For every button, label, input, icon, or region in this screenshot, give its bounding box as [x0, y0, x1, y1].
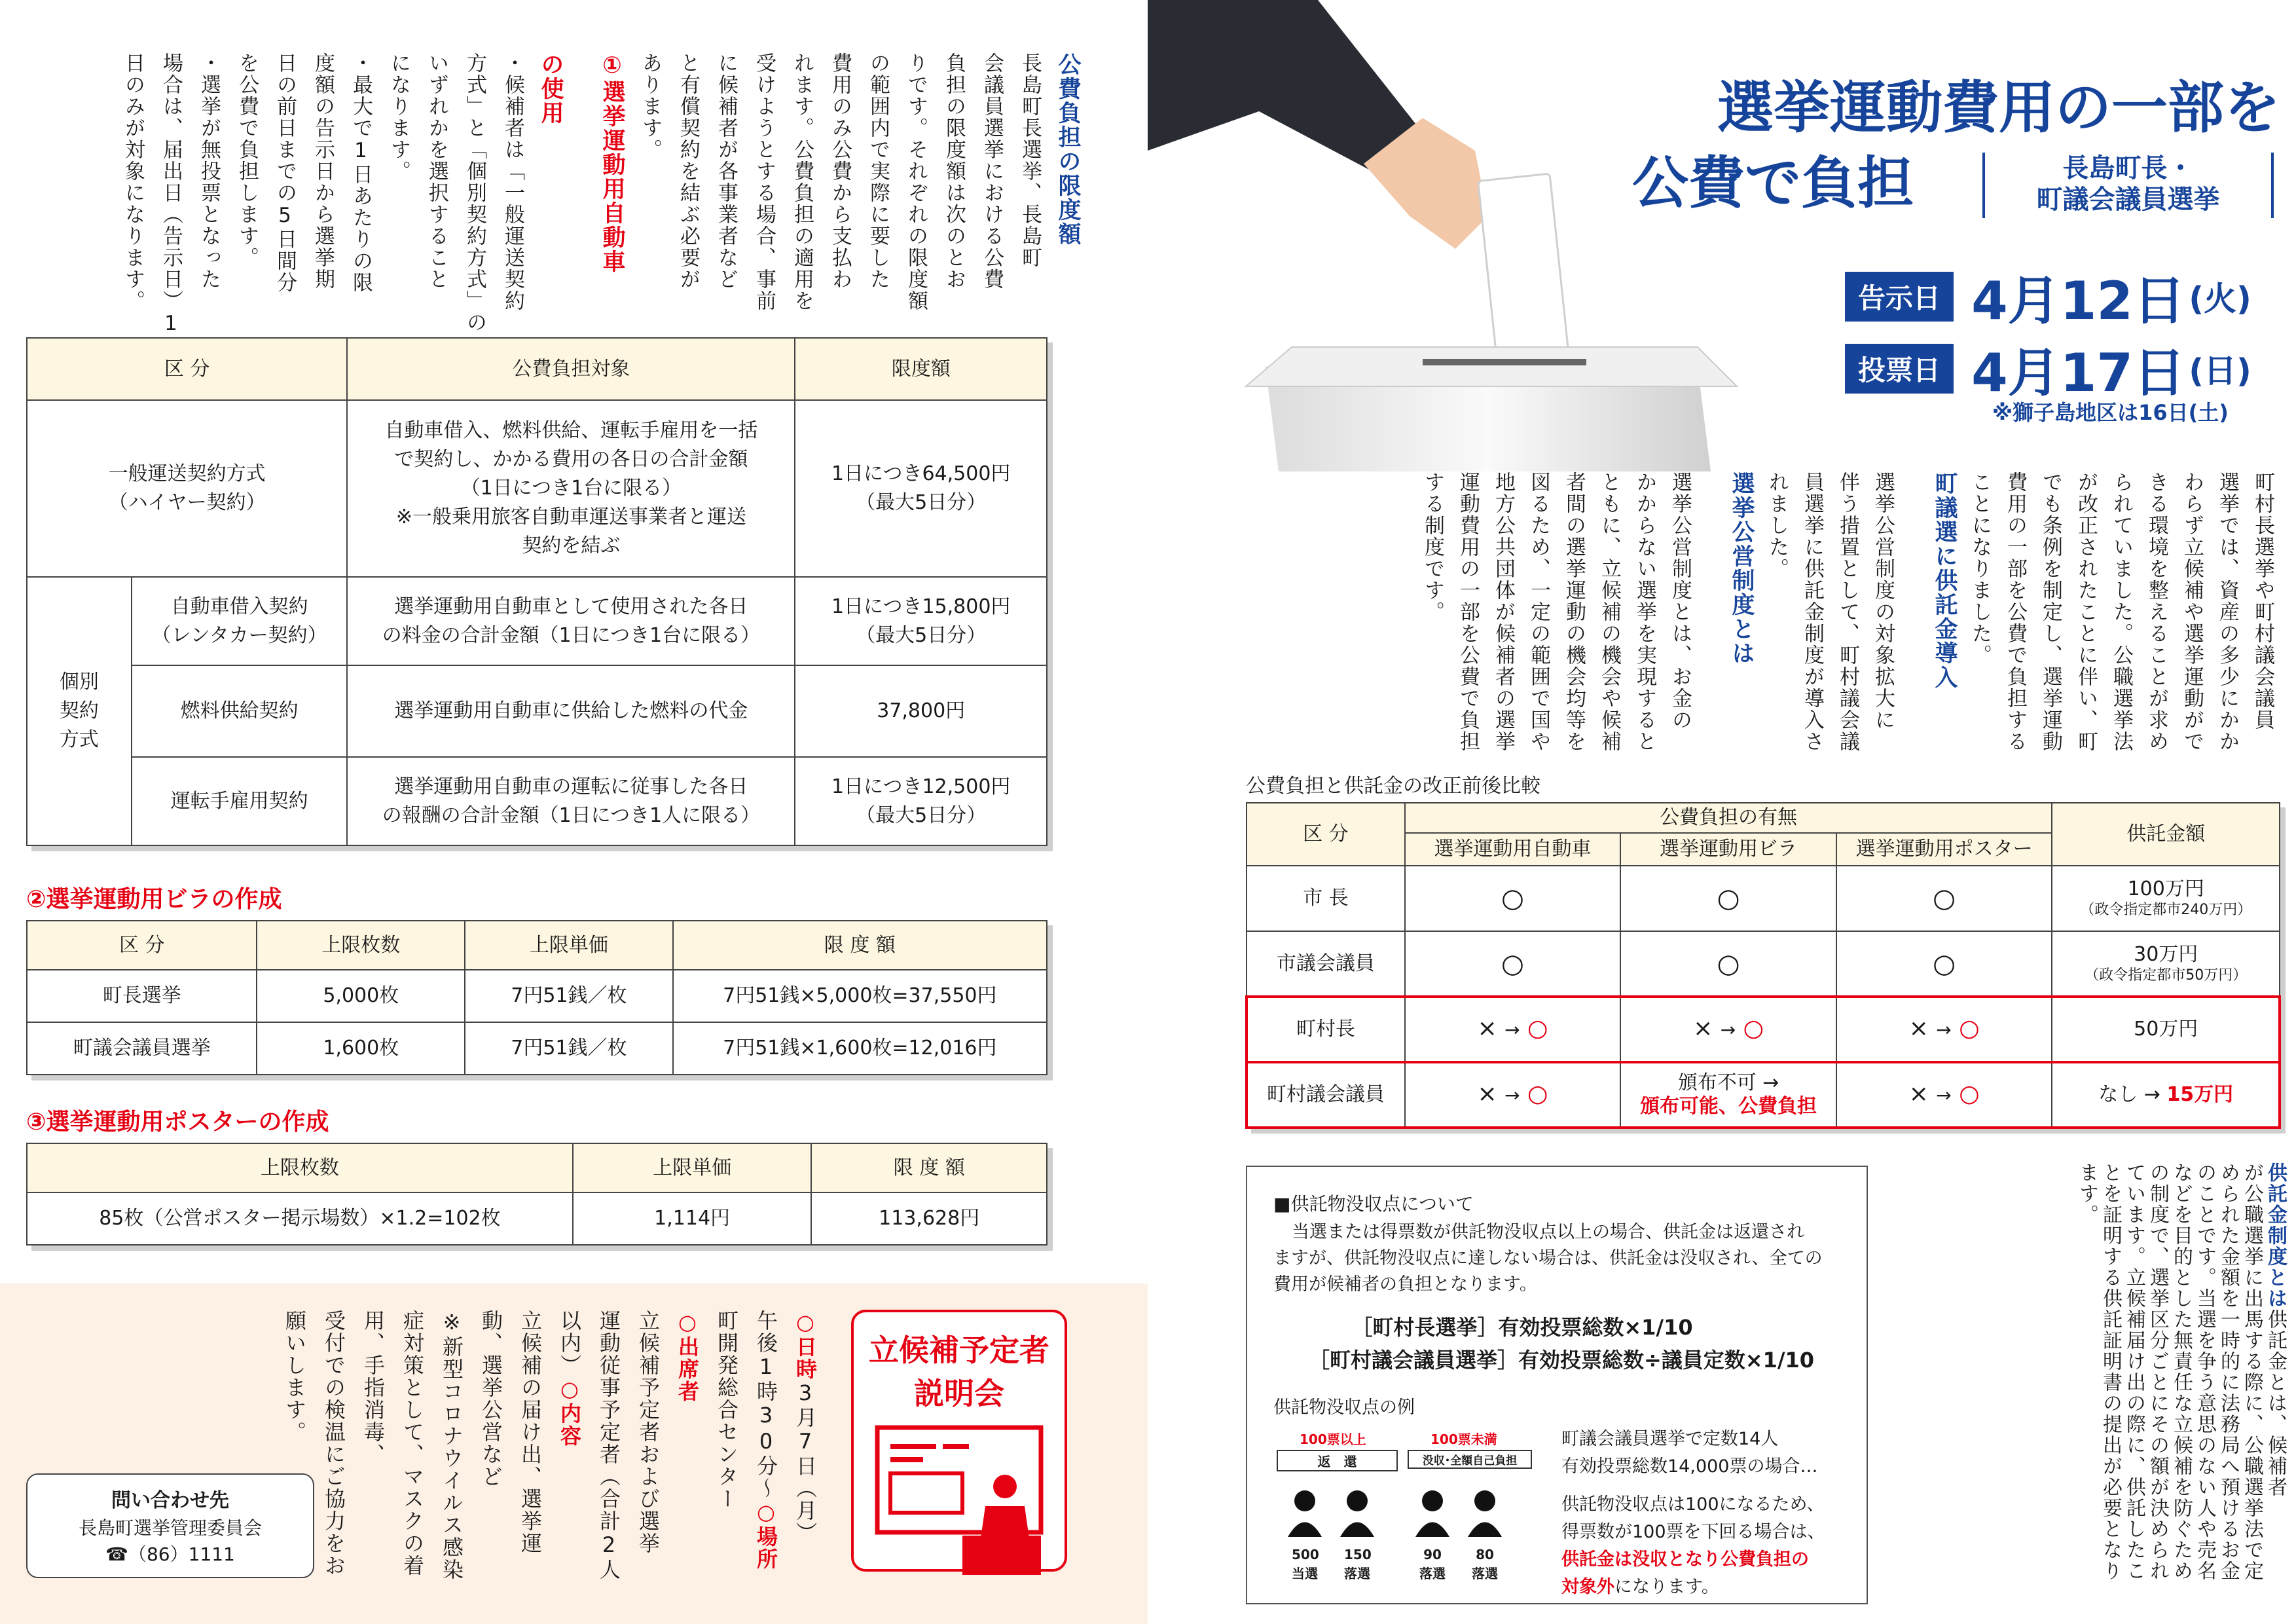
- confiscation-box: [1246, 1166, 1868, 1604]
- example-title: 供託物没収点の例: [1273, 1397, 1415, 1418]
- vertical-text-column: ことになりました。: [1968, 471, 1992, 666]
- box-formulas: ［町村長選挙］有効投票総数×1/10 ［町村議会議員選挙］有効投票総数÷議員定数×1/10: [1308, 1315, 1815, 1373]
- vertical-text-column: の範囲内で実際に要した: [866, 52, 890, 290]
- vertical-text-column: ・候補者は「一般運送契約: [501, 52, 524, 312]
- vertical-text-column: 立候補の届け出、選挙運: [518, 1310, 543, 1555]
- cell: 1,114円: [573, 1192, 812, 1245]
- table-row: [27, 577, 1047, 665]
- briefing-box: [0, 1283, 1148, 1624]
- presenter-icon: [864, 1421, 1054, 1578]
- vertical-text-column: 図るため、一定の範囲で国や: [1527, 471, 1550, 752]
- vertical-text-column: 日の前日までの5日間分: [273, 52, 297, 293]
- cell-change: × → ○: [1405, 997, 1621, 1062]
- cell: 113,628円: [811, 1192, 1047, 1245]
- vertical-text-column: する制度です。: [1421, 471, 1444, 623]
- vertical-text-column: ※新型コロナ: [439, 1310, 464, 1447]
- cell-name: 町村長: [1247, 997, 1405, 1062]
- cell: 7円51銭／枚: [465, 970, 673, 1022]
- vertical-text-column: 者間の選挙運動の機会均等を: [1562, 471, 1586, 752]
- cell-desc: 選挙運動用自動車の運転に従事した各日 の報酬の合計金額（1日につき1人に限る）: [347, 757, 795, 845]
- th: 上限単価: [573, 1143, 812, 1192]
- vertical-text-column: 町開発総合センター: [714, 1310, 739, 1510]
- vertical-text-column: 選挙公営制度とは: [1728, 471, 1755, 665]
- vertical-text-column: られていました。公職選挙法: [2109, 471, 2133, 752]
- compare-title: 公費負担と供託金の改正前後比較: [1246, 775, 1540, 798]
- cell-name: 町村議会議員: [1247, 1062, 1405, 1128]
- cell: 7円51銭×5,000枚=37,550円: [673, 970, 1047, 1022]
- vertical-text-column: ①選挙運動用自動車: [599, 52, 625, 274]
- th-sub: 選挙運動用ポスター: [1836, 833, 2052, 866]
- vertical-text-column: とを証明する供託証明: [2099, 1162, 2122, 1372]
- th-category: 区 分: [1247, 803, 1405, 866]
- table-row: [27, 400, 1047, 577]
- vertical-text-column: でも条例を制定し、選挙運動: [2039, 471, 2062, 752]
- badge-line1: 立候補予定者: [869, 1333, 1049, 1368]
- table-row: [27, 1022, 1047, 1075]
- bira-table: [26, 920, 1048, 1075]
- cell-mark: ○: [1405, 866, 1621, 931]
- vertical-text-column: 症対策とし: [400, 1310, 425, 1421]
- vertical-text-column: 員選挙に供託金制度が導入さ: [1800, 471, 1824, 752]
- cell-mark: ○: [1405, 931, 1621, 997]
- vertical-text-column: 供託金制度とは: [2264, 1162, 2287, 1309]
- left-vertical-columns: [114, 52, 1087, 337]
- headline-bracket: [1982, 153, 2274, 218]
- vertical-text-column: れました。: [1765, 471, 1789, 580]
- contact-phone: ☎（86）1111: [105, 1543, 235, 1565]
- vertical-text-column: が改正されたことに伴い、町: [2074, 471, 2098, 752]
- right-vertical-columns: [1220, 471, 2280, 760]
- vehicle-cost-table: [26, 337, 1048, 846]
- badge-line2: 説明会: [914, 1376, 1004, 1411]
- vertical-text-column: の制度で、選挙区分ご: [2146, 1162, 2169, 1372]
- example-text: 町議会議員選挙で定数14人 有効投票総数14,000票の場合… 供託物没収点は100になるため、 得票数が100票を下回る場合は、 供託金は没収となり公費負担の 対象外になります。: [1561, 1429, 1825, 1597]
- th: 上限単価: [465, 921, 673, 970]
- tohyo-row: [1845, 331, 2251, 403]
- cell: 7円51銭／枚: [465, 1022, 673, 1075]
- th-deposit: 供託金額: [2052, 803, 2280, 866]
- vertical-text-column: に法務局へ預けるお金: [2217, 1372, 2240, 1581]
- poster-table: [26, 1143, 1048, 1246]
- vertical-text-column: に候補者が各事業者など: [714, 52, 738, 290]
- th-limit: 限度額: [795, 338, 1047, 400]
- contact-title: 問い合わせ先: [111, 1489, 229, 1512]
- vertical-text-column: 出の際に、供託したこ: [2123, 1372, 2145, 1581]
- vertical-text-column: 負担の限度額は次のとお: [942, 52, 966, 290]
- vertical-text-column: が公職選挙に出馬する: [2240, 1162, 2263, 1372]
- kokuji-label: 告示日: [1845, 272, 1954, 322]
- box-title: ■供託物没収点について: [1273, 1193, 1474, 1215]
- cell-mark: ○: [1620, 866, 1836, 931]
- headline-sub1: 長島町長・: [2062, 153, 2194, 183]
- vertical-text-column: 伴う措置として、町村議会議: [1836, 471, 1859, 752]
- tohyo-dow: (日): [2189, 352, 2251, 390]
- vertical-text-column: になります。: [387, 52, 410, 182]
- cell: 町議会議員選挙: [27, 1022, 257, 1075]
- th: 区 分: [27, 921, 257, 970]
- vertical-text-column: て、マスクの着: [400, 1421, 425, 1577]
- vertical-text-column: 日のみが対象になります。: [121, 52, 145, 312]
- vertical-text-column: ています。立候補届け: [2123, 1162, 2145, 1372]
- cell-mark: ○: [1620, 931, 1836, 997]
- table-row: [1247, 931, 2280, 997]
- vertical-text-column: 書の提出が必要となり: [2099, 1372, 2122, 1581]
- left-vertical-text: [0, 52, 1087, 337]
- th-sub: 選挙運動用自動車: [1405, 833, 1621, 866]
- table-row: [27, 757, 1047, 845]
- cell-category: 燃料供給契約: [132, 665, 348, 757]
- vertical-text-column: 3月7日（月）: [793, 1380, 818, 1544]
- vertical-text-column: わらず立候補や選挙運動がで: [2180, 471, 2204, 752]
- cell-limit: 1日につき15,800円 （最大5日分）: [795, 577, 1047, 665]
- right-page: [1148, 0, 2296, 1624]
- tohyo-label: 投票日: [1845, 344, 1954, 394]
- cell-group: 個別 契約 方式: [27, 577, 132, 845]
- kokuji-date: 4月12日: [1971, 270, 2186, 331]
- deposit-columns: [1881, 1162, 2287, 1595]
- cell: 町長選挙: [27, 970, 257, 1022]
- vertical-text-column: 運動従事予定者（合計2人: [596, 1310, 621, 1581]
- cell-deposit: 50万円: [2052, 997, 2280, 1062]
- th: 限 度 額: [673, 921, 1047, 970]
- cell-limit: 37,800円: [795, 665, 1047, 757]
- cell-limit: 1日につき12,500円 （最大5日分）: [795, 757, 1047, 845]
- label-above: 100票以上: [1300, 1431, 1366, 1447]
- cell: 5,000枚: [257, 970, 465, 1022]
- cell-category: 自動車借入契約 （レンタカー契約）: [132, 577, 348, 665]
- cell-desc: 自動車借入、燃料供給、運転手雇用を一括 で契約し、かかる費用の各日の合計金額 （1日につき1台に限る） ※一般乗用旅客自動車運送事業者と運送 契約を結ぶ: [347, 400, 795, 577]
- th: 上限枚数: [257, 921, 465, 970]
- cell: 85枚（公営ポスター掲示場数）×1.2=102枚: [27, 1192, 573, 1245]
- vertical-text-column: 公費負担の限度額: [1055, 52, 1081, 246]
- th: 上限枚数: [27, 1143, 573, 1192]
- vertical-text-column: を公費で負担します。: [235, 52, 259, 268]
- vertical-text-column: 町村長選挙や町村議会議員: [2251, 471, 2274, 731]
- vertical-text-column: 用、手指消毒、: [361, 1310, 386, 1466]
- vertical-text-column: のことです。当選を争: [2193, 1162, 2216, 1372]
- vertical-text-column: 地方公共団体が候補者の選挙: [1491, 471, 1515, 752]
- table-row: [27, 1192, 1047, 1245]
- vertical-text-column: 長島町長選挙、長島町: [1018, 52, 1042, 268]
- vertical-text-column: 場合は、届出日（告示日）1: [159, 52, 183, 337]
- kokuji-dow: (火): [2189, 280, 2251, 318]
- cell-deposit: なし → 15万円: [2052, 1062, 2280, 1128]
- cell: 7円51銭×1,600枚=12,016円: [673, 1022, 1047, 1075]
- vertical-text-column: 任な立候補を防ぐため: [2170, 1372, 2193, 1581]
- candidates-icon: [1273, 1475, 1535, 1553]
- th-category: 区 分: [27, 338, 347, 400]
- vertical-text-column: 町議選に供託金導入: [1931, 471, 1958, 690]
- vertical-text-column: 以内）: [557, 1310, 582, 1376]
- cell-name: 市議会議員: [1247, 931, 1405, 997]
- th: 限 度 額: [811, 1143, 1047, 1192]
- cell-name: 市 長: [1247, 866, 1405, 931]
- table-row-changed: [1247, 1062, 2280, 1128]
- vertical-text-column: りです。それぞれの限度額: [904, 52, 928, 312]
- contact-org: 長島町選挙管理委員会: [78, 1517, 262, 1539]
- table-row: [27, 970, 1047, 1022]
- cell-change: × → ○: [1620, 997, 1836, 1062]
- th-target: 公費負担対象: [347, 338, 795, 400]
- vertical-text-column: 度額の告示日から選挙期: [311, 52, 335, 290]
- label-confiscated: 没収･全額自己負担: [1408, 1450, 1532, 1469]
- headline-sub2: 町議会議員選挙: [2036, 185, 2220, 215]
- headline-line2-row: [1632, 147, 2280, 226]
- vertical-text-column: 選挙では、資産の多少にかか: [2215, 471, 2239, 752]
- cell-change: × → ○: [1836, 1062, 2052, 1128]
- cell-desc: 選挙運動用自動車に供給した燃料の代金: [347, 665, 795, 757]
- vertical-text-column: 受付での検温: [321, 1310, 346, 1443]
- label-below: 100票未満: [1430, 1431, 1497, 1447]
- example-figure: 100票以上 100票未満 返 還 没収･全額自己負担 500 当選 150 落選 90 落選 80 落選: [1273, 1429, 1548, 1599]
- vertical-text-column: 費用の一部を公費で負担する: [2003, 471, 2027, 752]
- ballot-box-illustration: [1148, 0, 1868, 471]
- vertical-text-column: う意思のない人や売名: [2193, 1372, 2216, 1581]
- th-group: 公費負担の有無: [1405, 803, 2052, 833]
- section-title-bira: ②選挙運動用ビラの作成: [26, 886, 282, 913]
- vertical-text-column: いずれかを選択すること: [425, 52, 448, 290]
- vertical-text-column: 際に、公職選挙法で定: [2240, 1372, 2263, 1581]
- vertical-text-column: にご協力をお: [321, 1443, 346, 1577]
- vertical-text-column: 運動費用の一部を公費で負担: [1456, 471, 1480, 752]
- vertical-text-column: 会議員選挙における公費: [980, 52, 1004, 290]
- vertical-text-column: ○日時: [793, 1310, 818, 1380]
- vertical-text-column: 供託金とは、候補者: [2264, 1309, 2287, 1498]
- vertical-text-column: 選挙公営制度とは、お金の: [1668, 471, 1692, 731]
- vertical-text-column: 願いします。: [282, 1310, 307, 1443]
- cell-change: × → ○: [1836, 997, 2052, 1062]
- cell-desc: 選挙運動用自動車として使用された各日 の料金の合計金額（1日につき1台に限る）: [347, 577, 795, 665]
- contact-box: [26, 1473, 314, 1578]
- briefing-badge: [851, 1310, 1067, 1572]
- headline-line1: 選挙運動費用の一部を: [1717, 75, 2280, 141]
- vertical-text-column: ・最大で1日あたりの限: [349, 52, 373, 293]
- vertical-text-column: ます。: [2075, 1162, 2098, 1225]
- section-title-poster: ③選挙運動用ポスターの作成: [26, 1109, 329, 1135]
- cell-deposit: 30万円 （政令指定都市50万円）: [2052, 931, 2280, 997]
- vertical-text-column: ウイルス感染: [439, 1447, 464, 1581]
- vertical-text-column: とにその額が決められ: [2146, 1372, 2169, 1581]
- vertical-text-column: められた金額を一時的: [2217, 1162, 2240, 1372]
- cell-mark: ○: [1836, 866, 2052, 931]
- headline-line2: 公費で負担: [1632, 151, 1914, 216]
- box-body: 当選または得票数が供託物没収点以上の場合、供託金は返還され ますが、供託物没収点に達しない場合は、供託金は没収され、全ての 費用が候補者の負担となります。: [1273, 1222, 1823, 1295]
- vertical-text-column: 費用のみ公費から支払わ: [828, 52, 852, 290]
- table-row: [1247, 866, 2280, 931]
- vertical-text-column: ○出席者: [675, 1310, 700, 1403]
- cell-mark: ○: [1836, 931, 2052, 997]
- vertical-text-column: きる環境を整えることが求め: [2145, 471, 2168, 752]
- vertical-text-column: 午後1時30分～: [754, 1310, 778, 1500]
- cell-change: 頒布不可 → 頒布可能、公費負担: [1620, 1062, 1836, 1128]
- vertical-text-column: 受けようとする場合、事前: [752, 52, 776, 312]
- vertical-text-column: などを目的とした無責: [2170, 1162, 2193, 1372]
- table-row-changed: [1247, 997, 2280, 1062]
- vertical-text-column: 動、選挙公営など: [479, 1310, 503, 1488]
- compare-table: [1246, 802, 2280, 1128]
- cell: 1,600枚: [257, 1022, 465, 1075]
- vertical-text-column: ・選挙が無投票となった: [197, 52, 221, 290]
- vertical-text-column: ○場所: [754, 1500, 778, 1570]
- cell-deposit: 100万円 （政令指定都市240万円）: [2052, 866, 2280, 931]
- cell-change: × → ○: [1405, 1062, 1621, 1128]
- label-returned: 返 還: [1277, 1450, 1398, 1471]
- vertical-text-column: の使用: [538, 52, 564, 125]
- vertical-text-column: かからない選挙を実現すると: [1633, 471, 1656, 752]
- vertical-text-column: 選挙公営制度の対象拡大に: [1871, 471, 1895, 731]
- headline: [1632, 72, 2280, 144]
- vertical-text-column: あります。: [638, 52, 662, 160]
- vertical-text-column: れます。公費負担の適用を: [790, 52, 814, 312]
- shishijima-note: ※獅子島地区は16日(土): [1992, 400, 2229, 425]
- vertical-text-column: 立候補予定者および選挙: [636, 1310, 661, 1555]
- tohyo-date: 4月17日: [1971, 342, 2186, 403]
- th-sub: 選挙運動用ビラ: [1620, 833, 1836, 866]
- table-row: [27, 665, 1047, 757]
- kokuji-row: [1845, 259, 2251, 331]
- cell-limit: 1日につき64,500円 （最大5日分）: [795, 400, 1047, 577]
- vertical-text-column: ともに、立候補の機会や候補: [1597, 471, 1621, 752]
- vertical-text-column: 方式」と「個別契約方式」の: [463, 52, 486, 333]
- cell-category: 一般運送契約方式 （ハイヤー契約）: [27, 400, 347, 577]
- vertical-text-column: と有償契約を結ぶ必要が: [676, 52, 700, 290]
- vertical-text-column: ○内容: [557, 1376, 582, 1447]
- cell-category: 運転手雇用契約: [132, 757, 348, 845]
